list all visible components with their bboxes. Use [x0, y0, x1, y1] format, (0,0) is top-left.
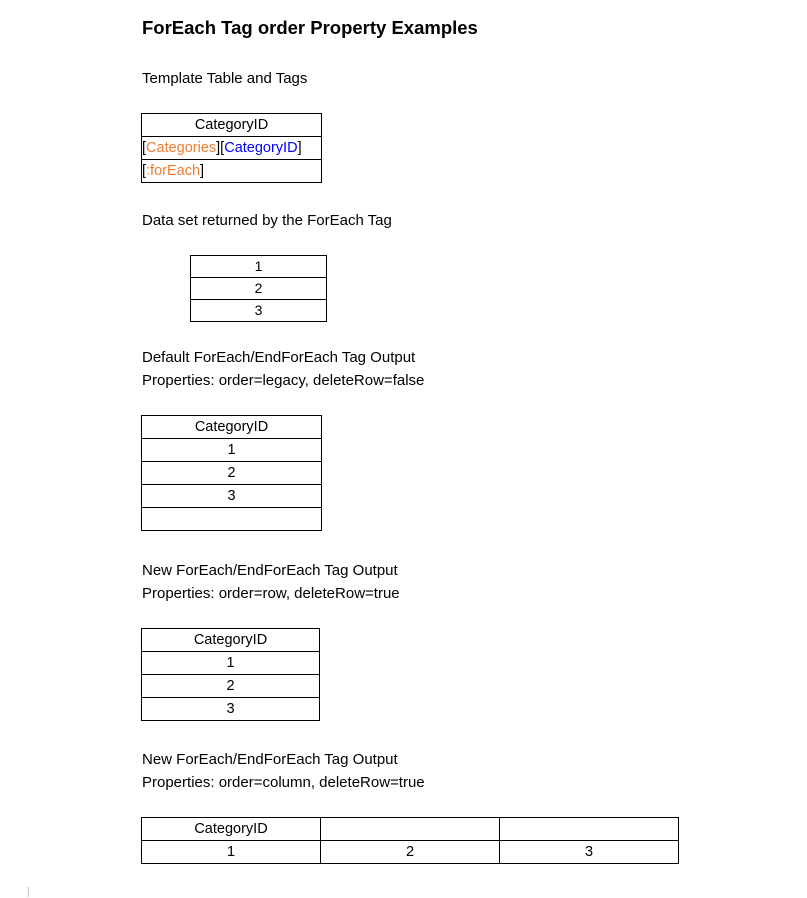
- column-output-properties: Properties: order=column, deleteRow=true: [142, 774, 425, 791]
- dataset-table: [190, 255, 327, 322]
- template-table: [141, 113, 322, 183]
- table-header-cell: CategoryID: [142, 818, 321, 841]
- row-output-heading: New ForEach/EndForEach Tag Output: [142, 562, 398, 579]
- bracket: ][: [216, 140, 225, 156]
- default-output-heading: Default ForEach/EndForEach Tag Output: [142, 349, 416, 366]
- row-output-table: [141, 628, 320, 721]
- table-header-cell: CategoryID: [142, 629, 320, 652]
- dataset-cell: 2: [191, 278, 327, 300]
- template-header-cell: CategoryID: [142, 114, 322, 137]
- bracket: [: [142, 140, 147, 156]
- foreach-tag: :forEach: [146, 163, 201, 179]
- template-heading: Template Table and Tags: [142, 70, 308, 87]
- column-output-heading: New ForEach/EndForEach Tag Output: [142, 751, 398, 768]
- text-cursor-mark: [28, 887, 29, 897]
- table-cell: 2: [142, 675, 320, 698]
- table-header-cell: [500, 818, 679, 841]
- bracket: ]: [200, 163, 205, 179]
- column-output-table: [141, 817, 679, 864]
- bracket: ]: [297, 140, 302, 156]
- table-cell: 1: [142, 439, 322, 462]
- table-cell: 3: [142, 698, 320, 721]
- table-cell: 2: [142, 462, 322, 485]
- table-cell: 2: [321, 841, 500, 864]
- template-tag-row: [142, 137, 322, 160]
- dataset-cell: 1: [191, 256, 327, 278]
- default-output-properties: Properties: order=legacy, deleteRow=false: [142, 372, 425, 389]
- dataset-heading: Data set returned by the ForEach Tag: [142, 212, 392, 229]
- template-foreach-row: [142, 160, 322, 183]
- row-output-properties: Properties: order=row, deleteRow=true: [142, 585, 400, 602]
- table-header-cell: CategoryID: [142, 416, 322, 439]
- bracket: [: [142, 163, 147, 179]
- document-title: ForEach Tag order Property Examples: [142, 17, 478, 38]
- default-output-table: [141, 415, 322, 531]
- categories-tag: Categories: [146, 140, 217, 156]
- table-cell: 3: [142, 485, 322, 508]
- table-cell-empty: [142, 508, 322, 531]
- table-header-cell: [321, 818, 500, 841]
- categoryid-tag: CategoryID: [224, 140, 298, 156]
- table-cell: 3: [500, 841, 679, 864]
- table-cell: 1: [142, 841, 321, 864]
- table-cell: 1: [142, 652, 320, 675]
- dataset-cell: 3: [191, 300, 327, 322]
